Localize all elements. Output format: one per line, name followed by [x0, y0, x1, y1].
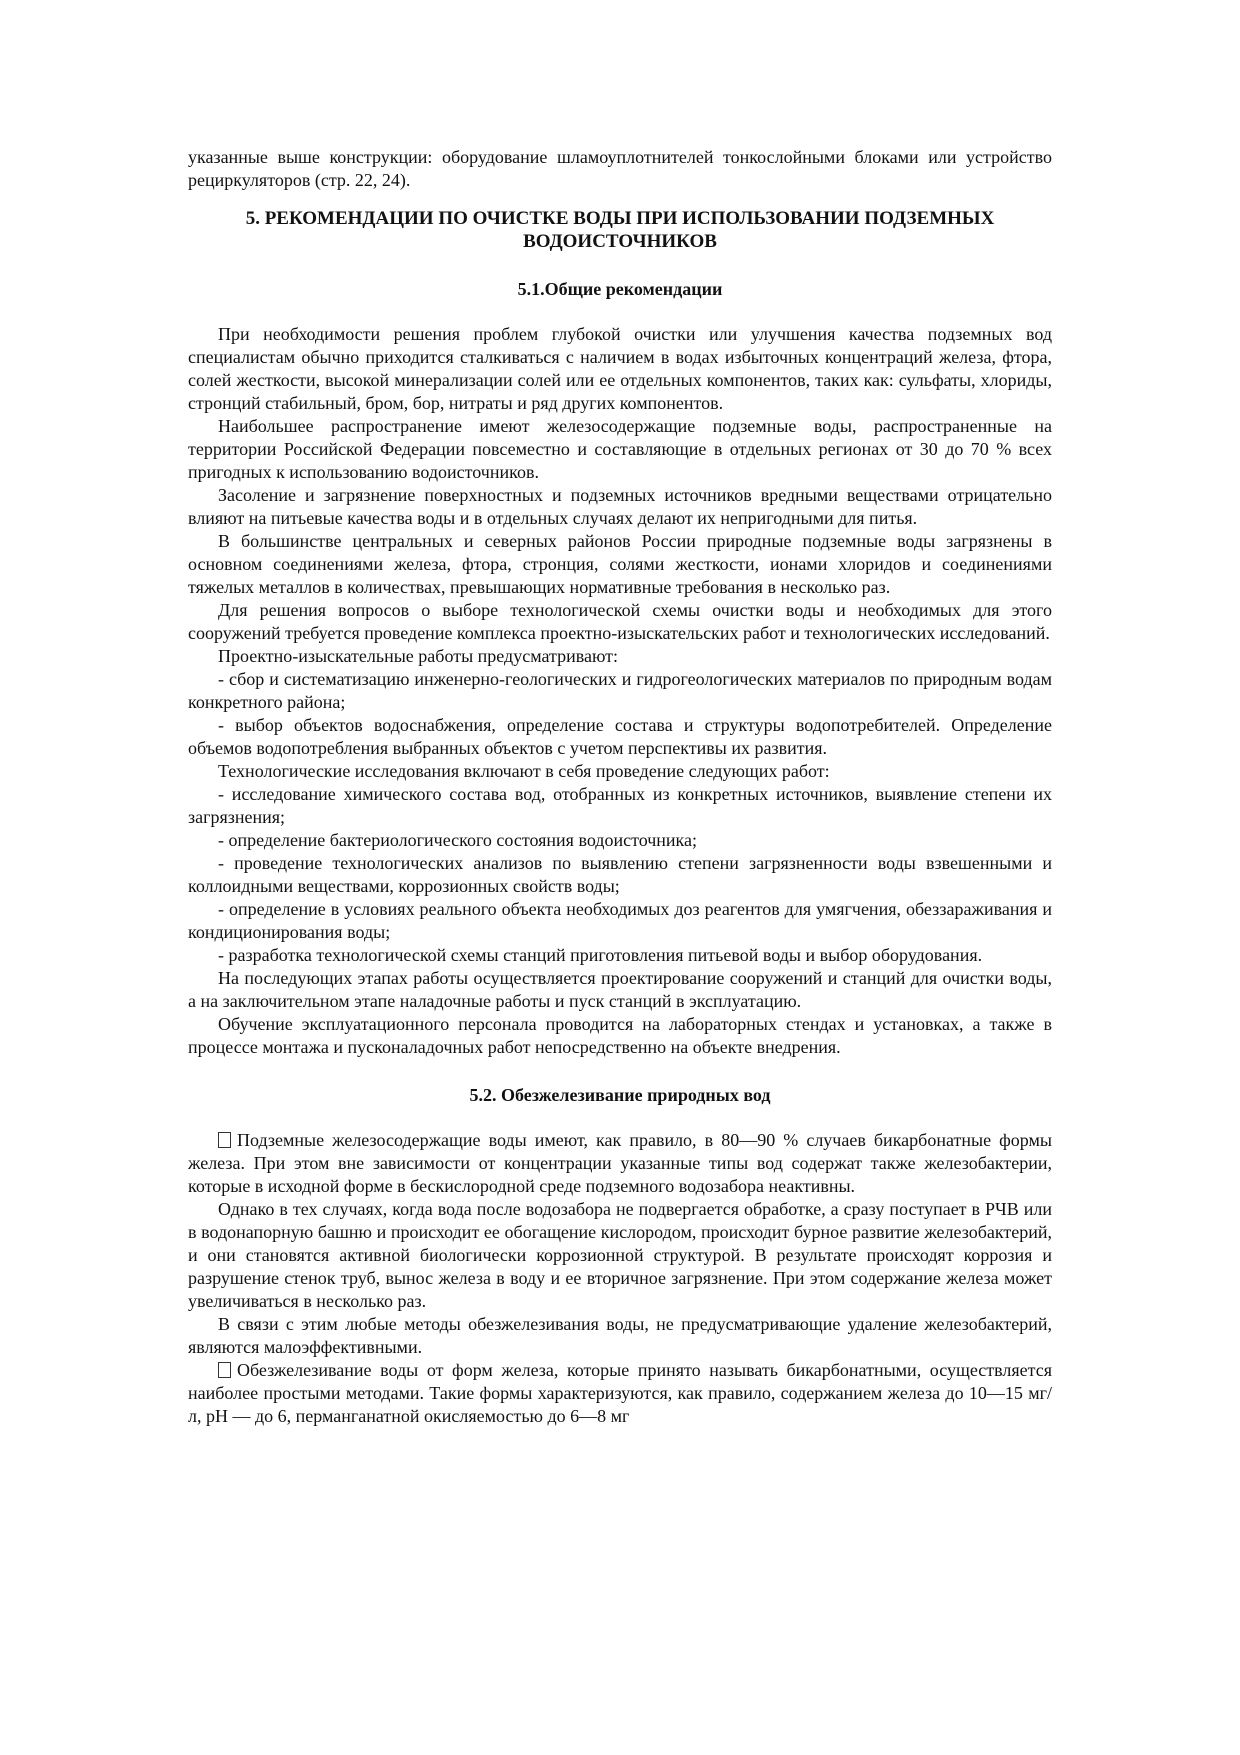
section-5-2-body: [188, 1129, 1052, 1428]
paragraph: Однако в тех случаях, когда вода после водозабора не подвергается обработке, а сразу поступает в РЧВ или в водонапорную башню и происходит ее обогащение кислородом, происходит бурное развитие железобактерий, и они становятся активной биологически коррозионной структурой. В результате происходят коррозия и разрушение стенок труб, вынос железа в воду и ее вторичное загрязнение. При этом содержание железа может увеличиваться в несколько раз.: [188, 1199, 1052, 1311]
list-item: - выбор объектов водоснабжения, определение состава и структуры водопотребителей. Определение объемов водопотребления выбранных объектов с учетом перспективы их развития.: [188, 715, 1052, 758]
list-item: - проведение технологических анализов по выявлению степени загрязненности воды взвешенными и коллоидными веществами, коррозионных свойств воды;: [188, 853, 1052, 896]
paragraph: В большинстве центральных и северных районов России природные подземные воды загрязнены в основном соединениями железа, фтора, стронция, солями жесткости, ионами хлоридов и соединениями тяжелых металлов в количествах, превышающих нормативные требования в несколько раз.: [188, 531, 1052, 597]
list-item: - исследование химического состава вод, отобранных из конкретных источников, выявление степени их загрязнения;: [188, 784, 1052, 827]
paragraph: В связи с этим любые методы обезжелезивания воды, не предусматривающие удаление железобактерий, являются малоэффективными.: [188, 1314, 1052, 1357]
paragraph: Наибольшее распространение имеют железосодержащие подземные воды, распространенные на территории Российской Федерации повсеместно и составляющие в отдельных регионах от 30 до 70 % всех пригодных к использованию водоисточников.: [188, 416, 1052, 482]
list-item: - сбор и систематизацию инженерно-геологических и гидрогеологических материалов по природным водам конкретного района;: [188, 669, 1052, 712]
missing-glyph-icon: [218, 1132, 231, 1148]
paragraph-text: Подземные железосодержащие воды имеют, как правило, в 80—90 % случаев бикарбонатные формы железа. При этом вне зависимости от концентрации указанные типы вод содержат также железобактерии, которые в исходной форме в бескислородной среде подземного водозабора неактивны.: [188, 1130, 1052, 1196]
paragraph: [188, 1129, 1052, 1198]
paragraph: Для решения вопросов о выборе технологической схемы очистки воды и необходимых для этого сооружений требуется проведение комплекса проектно-изыскательских работ и технологических исследований.: [188, 600, 1052, 643]
paragraph: При необходимости решения проблем глубокой очистки или улучшения качества подземных вод специалистам обычно приходится сталкиваться с наличием в водах избыточных концентраций железа, фтора, солей жесткости, высокой минерализации солей или ее отдельных компонентов, таких как: сульфаты, хлориды, стронций стабильный, бром, бор, нитраты и ряд других компонентов.: [188, 324, 1052, 413]
paragraph: Обучение эксплуатационного персонала проводится на лабораторных стендах и установках, а также в процессе монтажа и пусконаладочных работ непосредственно на объекте внедрения.: [188, 1014, 1052, 1057]
section-5-2-title: 5.2. Обезжелезивание природных вод: [469, 1085, 771, 1105]
paragraph: На последующих этапах работы осуществляется проектирование сооружений и станций для очистки воды, а на заключительном этапе наладочные работы и пуск станций в эксплуатацию.: [188, 968, 1052, 1011]
paragraph-text: Обезжелезивание воды от форм железа, которые принято называть бикарбонатными, осуществляется наиболее простыми методами. Такие формы характеризуются, как правило, содержанием железа до 10—15 мг/л, pH — до 6, перманганатной окисляемостью до 6—8 мг: [188, 1360, 1052, 1426]
list-item: - определение в условиях реального объекта необходимых доз реагентов для умягчения, обеззараживания и кондиционирования воды;: [188, 899, 1052, 942]
document-page: [188, 146, 1052, 1428]
continuation-paragraph: указанные выше конструкции: оборудование шламоуплотнителей тонкослойными блоками или устройство рециркуляторов (стр. 22, 24).: [188, 147, 1052, 190]
paragraph: Технологические исследования включают в себя проведение следующих работ:: [218, 761, 830, 781]
section-5-1-body: [188, 323, 1052, 1059]
list-item: - определение бактериологического состояния водоисточника;: [218, 830, 698, 850]
missing-glyph-icon: [218, 1362, 231, 1378]
paragraph: [188, 1359, 1052, 1428]
paragraph: Засоление и загрязнение поверхностных и подземных источников вредными веществами отрицательно влияют на питьевые качества воды и в отдельных случаях делают их непригодными для питья.: [188, 485, 1052, 528]
section-5-1-title: 5.1.Общие рекомендации: [517, 279, 723, 299]
paragraph: Проектно-изыскательные работы предусматривают:: [218, 646, 619, 666]
section-5-title: 5. РЕКОМЕНДАЦИИ ПО ОЧИСТКЕ ВОДЫ ПРИ ИСПОЛЬЗОВАНИИ ПОДЗЕМНЫХ ВОДОИСТОЧНИКОВ: [245, 208, 995, 252]
list-item: - разработка технологической схемы станций приготовления питьевой воды и выбор оборудования.: [218, 945, 983, 965]
